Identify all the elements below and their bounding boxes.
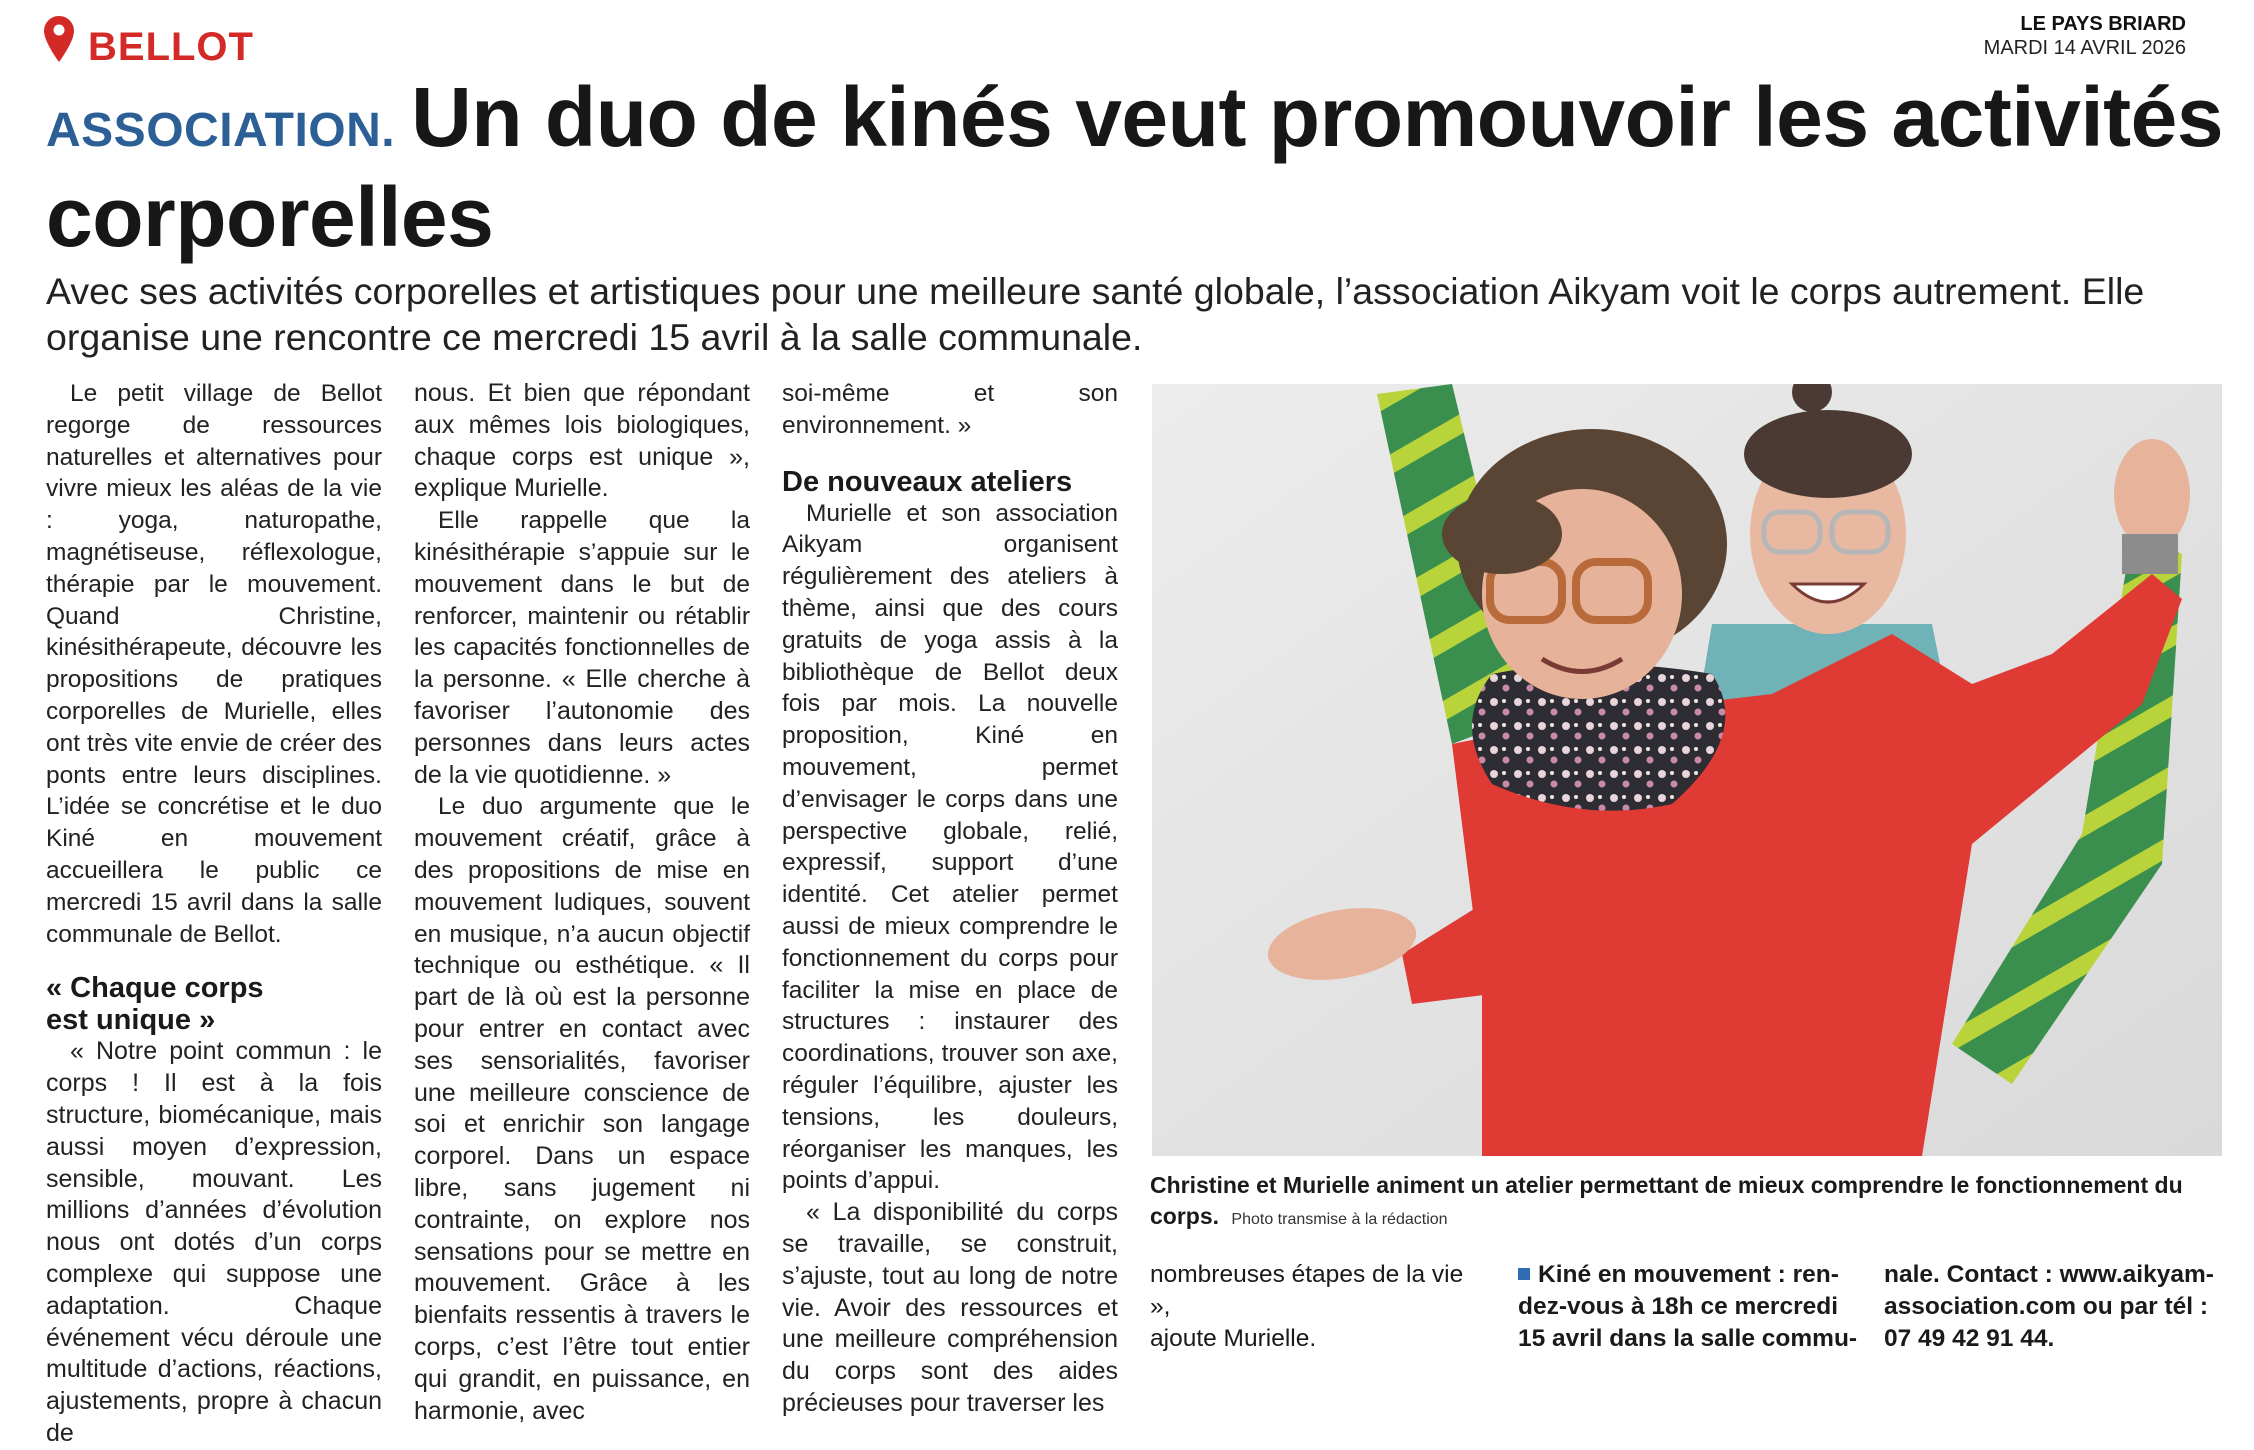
masthead <box>1984 12 2186 60</box>
quote-text: « Elle cherche à favoriser l’autonomie des personnes dans leurs actes de la vie quotidienne. » <box>414 665 750 789</box>
attribution: explique Murielle. <box>414 474 609 503</box>
caption-text: Christine et Murielle animent un atelier permettant de mieux comprendre le fonctionnement du corps. <box>1150 1172 2183 1229</box>
subheading <box>46 972 382 1036</box>
article-column-3 <box>782 378 1118 1420</box>
text-line: ajoute Murielle. <box>1150 1324 1317 1352</box>
quote-text: nous. Et bien que répondant aux mêmes lois biologiques, chaque corps est unique », <box>414 379 750 471</box>
contact-website: nale. Contact : www.aikyam- <box>1884 1261 2214 1288</box>
location-pin-icon <box>44 16 74 62</box>
newspaper-name: LE PAYS BRIARD <box>2020 13 2186 35</box>
paragraph: Le petit village de Bellot regorge de ressources naturelles et alternatives pour vivre mieux les aléas de la vie : yoga, naturopathe, magnétiseuse, réflexologue, thérapie par le mouvement. Quand Christine, kinésithérapeute, découvre les propositions de pratiques corporelles de Murielle, elles ont très vite envie de créer des ponts entre leurs disciplines. L’idée se concrétise et le duo Kiné en mouvement accueillera le public ce mercredi 15 avril dans la salle communale de Bellot. <box>46 380 382 948</box>
practical-info-2 <box>1884 1259 2224 1354</box>
article-column-2 <box>414 378 750 1427</box>
paragraph: soi-même et son environnement. » <box>782 380 1118 439</box>
photo-caption <box>1150 1170 2222 1235</box>
paragraph: « La disponibilité du corps se travaille, se construit, s’ajuste, tout au long de notre vie. Avoir des ressources et une meilleure compréhension du corps sont des aides précieuses pour traverser les <box>782 1198 1118 1417</box>
section-label: BELLOT <box>88 25 254 69</box>
paragraph <box>414 505 750 791</box>
subheading: De nouveaux ateliers <box>782 465 1073 498</box>
article-lead: Avec ses activités corporelles et artistiques pour une meilleure santé globale, l’association Aikyam voit le corps autrement. Elle organise une rencontre ce mercredi 15 avril à la salle communale. <box>46 270 2145 358</box>
contact-phone: 07 49 42 91 44. <box>1884 1324 2055 1352</box>
paragraph-text: Elle rappelle que la kinésithérapie s’appuie sur le mouvement dans le but de renforcer, maintenir ou rétablir les capacités fonctionnelles de la personne. <box>414 507 750 694</box>
subheading-line: « Chaque corps <box>46 972 264 1005</box>
practical-info-1 <box>1518 1259 1858 1354</box>
text-line: Kiné en mouvement : ren- <box>1538 1261 1839 1288</box>
article-photo <box>1152 384 2222 1156</box>
subheading-line: est unique » <box>46 1004 216 1037</box>
paragraph <box>414 791 750 1427</box>
quote-text: « Il part de là où est la personne pour entrer en contact avec ses sensorialités, favoriser une meilleure conscience de soi et enrichir son langage corporel. Dans un espace libre, sans jugement ni contrainte, on explore nos sensations pour se mettre en mouvement. Grâce à les bienfaits ressentis à travers le corps, c’est l’être tout entier qui grandit, en puissance, en harmonie, avec <box>414 951 750 1425</box>
text-line: dez-vous à 18h ce mercredi <box>1518 1292 1839 1320</box>
article-column-4 <box>1150 1259 1490 1354</box>
info-square-icon <box>1518 1268 1530 1280</box>
article-kicker: ASSOCIATION. <box>46 104 396 157</box>
text-line: nombreuses étapes de la vie », <box>1150 1261 1464 1320</box>
paragraph: « Notre point commun : le corps ! Il est à la fois structure, biomécanique, mais aussi moyen d’expression, sensible, mouvant. Les millions d’années d’évolution nous ont dotés d’un corps complexe qui suppose une adaptation. Chaque événement vécu déroule une multitude d’actions, réactions, ajustements, propre à chacun de <box>46 1037 382 1447</box>
paragraph-text: Le duo argumente que le mouvement créatif, grâce à des propositions de mise en mouvement ludiques, souvent en musique, n’a aucun objectif technique ou esthétique. <box>414 793 750 980</box>
text-line: association.com ou par tél : <box>1884 1292 2209 1320</box>
publication-date: MARDI 14 AVRIL 2026 <box>1983 37 2186 59</box>
photo-credit: Photo transmise à la rédaction <box>1231 1211 1448 1228</box>
article-column-1 <box>46 378 382 1450</box>
text-line: 15 avril dans la salle commu- <box>1518 1324 1858 1352</box>
paragraph <box>414 378 750 505</box>
article-headline <box>46 70 2226 264</box>
paragraph: Murielle et son association Aikyam organisent régulièrement des ateliers à thème, ainsi que des cours gratuits de yoga assis à la bibliothèque de Bellot deux fois par mois. La nouvelle proposition, Kiné en mouvement, permet d’envisager le corps dans une perspective globale, relié, expressif, support d’une identité. Cet atelier permet aussi de mieux comprendre le fonctionnement du corps pour faciliter la mise en place de structures : instaurer des coordinations, trouver son axe, réguler l’équilibre, ajuster les tensions, les douleurs, réorganiser les manques, les points d’appui. <box>782 499 1118 1195</box>
article-title: Un duo de kinés veut promouvoir les activités corporelles <box>46 70 2224 264</box>
